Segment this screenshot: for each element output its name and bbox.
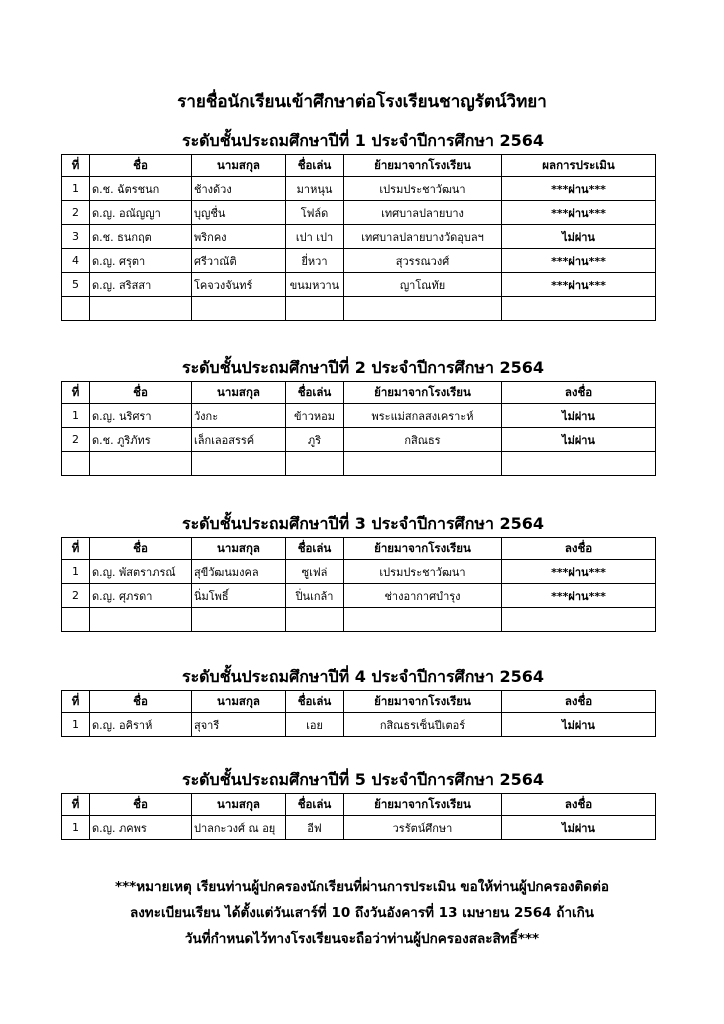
- result-cell: ***ผ่าน***: [502, 273, 656, 297]
- previous-school-cell: ช่างอากาศบำรุง: [344, 584, 502, 608]
- surname-cell: นิ่มโพธิ์: [192, 584, 286, 608]
- row-number: 1: [62, 404, 90, 428]
- column-header: นามสกุล: [192, 691, 286, 713]
- column-header: ชื่อ: [90, 382, 192, 404]
- result-cell: ไม่ผ่าน: [502, 816, 656, 840]
- student-name-cell: [90, 225, 192, 249]
- row-number: 4: [62, 249, 90, 273]
- student-table: [61, 537, 656, 632]
- student-name-cell: [90, 452, 192, 476]
- student-name-cell: [90, 404, 192, 428]
- column-header: ผลการประเมิน: [502, 155, 656, 177]
- student-table: [61, 793, 656, 840]
- student-name-cell: [90, 608, 192, 632]
- student-name-cell: [90, 816, 192, 840]
- name-prefix: ด.ญ.: [92, 206, 116, 220]
- column-header: ชื่อเล่น: [286, 155, 344, 177]
- row-number: 2: [62, 428, 90, 452]
- student-name-cell: [90, 249, 192, 273]
- section-heading: ระดับชั้นประถมศึกษาปีที่ 1 ประจำปีการศึกษา 2564: [181, 131, 545, 150]
- row-number: [62, 608, 90, 632]
- first-name: ศุภรดา: [119, 589, 153, 603]
- column-header: ชื่อ: [90, 691, 192, 713]
- result-cell: ไม่ผ่าน: [502, 428, 656, 452]
- grade-section: [61, 767, 655, 840]
- column-header: ที่: [62, 538, 90, 560]
- grade-section: [61, 355, 655, 476]
- nickname-cell: ข้าวหอม: [286, 404, 344, 428]
- column-header: ที่: [62, 691, 90, 713]
- nickname-cell: โฟล์ด: [286, 201, 344, 225]
- first-name: ภูริภัทร: [117, 433, 151, 447]
- surname-cell: ปาลกะวงศ์ ณ อยุ: [192, 816, 286, 840]
- result-cell: ไม่ผ่าน: [502, 713, 656, 737]
- column-header: นามสกุล: [192, 538, 286, 560]
- column-header: นามสกุล: [192, 382, 286, 404]
- nickname-cell: [286, 608, 344, 632]
- table-row: [62, 713, 656, 737]
- previous-school-cell: [344, 297, 502, 321]
- previous-school-cell: เปรมประชาวัฒนา: [344, 177, 502, 201]
- result-cell: ไม่ผ่าน: [502, 404, 656, 428]
- name-prefix: ด.ญ.: [92, 565, 116, 579]
- row-number: 1: [62, 177, 90, 201]
- section-heading: ระดับชั้นประถมศึกษาปีที่ 4 ประจำปีการศึกษา 2564: [181, 667, 545, 686]
- table-header-row: [62, 382, 656, 404]
- table-header-row: [62, 691, 656, 713]
- name-prefix: ด.ญ.: [92, 718, 116, 732]
- column-header: ชื่อ: [90, 794, 192, 816]
- column-header: ที่: [62, 794, 90, 816]
- surname-cell: วังกะ: [192, 404, 286, 428]
- student-table: [61, 690, 656, 737]
- nickname-cell: ปิ่นเกล้า: [286, 584, 344, 608]
- surname-cell: พริกคง: [192, 225, 286, 249]
- column-header: ที่: [62, 382, 90, 404]
- nickname-cell: [286, 297, 344, 321]
- nickname-cell: [286, 452, 344, 476]
- table-row: [62, 404, 656, 428]
- surname-cell: ช้างด้วง: [192, 177, 286, 201]
- first-name: ภคพร: [119, 821, 147, 835]
- table-row: [62, 249, 656, 273]
- surname-cell: [192, 608, 286, 632]
- column-header: ชื่อเล่น: [286, 794, 344, 816]
- first-name: ธนกฤต: [117, 230, 152, 244]
- grade-section: [61, 128, 655, 321]
- remark-note: [40, 874, 684, 952]
- first-name: ฉัตรชนก: [117, 182, 160, 196]
- student-table: [61, 381, 656, 476]
- table-row: [62, 177, 656, 201]
- result-cell: ***ผ่าน***: [502, 560, 656, 584]
- student-name-cell: [90, 428, 192, 452]
- previous-school-cell: กสิณธร: [344, 428, 502, 452]
- nickname-cell: ภูริ: [286, 428, 344, 452]
- previous-school-cell: เทศบาลปลายบาง: [344, 201, 502, 225]
- student-name-cell: [90, 560, 192, 584]
- nickname-cell: เอย: [286, 713, 344, 737]
- column-header: ย้ายมาจากโรงเรียน: [344, 538, 502, 560]
- grade-section: [61, 511, 655, 632]
- result-cell: [502, 297, 656, 321]
- column-header: ลงชื่อ: [502, 794, 656, 816]
- column-header: นามสกุล: [192, 155, 286, 177]
- first-name: นริศรา: [119, 409, 152, 423]
- table-row: [62, 225, 656, 249]
- column-header: ลงชื่อ: [502, 538, 656, 560]
- column-header: ชื่อ: [90, 538, 192, 560]
- row-number: [62, 297, 90, 321]
- previous-school-cell: เทศบาลปลายบางวัดอุบลฯ: [344, 225, 502, 249]
- column-header: นามสกุล: [192, 794, 286, 816]
- table-row: [62, 273, 656, 297]
- first-name: พัสตราภรณ์: [119, 565, 176, 579]
- previous-school-cell: สุวรรณวงศ์: [344, 249, 502, 273]
- first-name: อคิราห์: [119, 718, 153, 732]
- row-number: 1: [62, 560, 90, 584]
- column-header: ย้ายมาจากโรงเรียน: [344, 382, 502, 404]
- previous-school-cell: พระแม่สกลสงเคราะห์: [344, 404, 502, 428]
- note-line: วันที่กำหนดไว้ทางโรงเรียนจะถือว่าท่านผู้ปกครองสละสิทธิ์***: [184, 931, 540, 947]
- student-table: [61, 154, 656, 321]
- grade-section: [61, 664, 655, 737]
- column-header: ชื่อเล่น: [286, 382, 344, 404]
- result-cell: ไม่ผ่าน: [502, 225, 656, 249]
- name-prefix: ด.ญ.: [92, 589, 116, 603]
- student-name-cell: [90, 713, 192, 737]
- row-number: 2: [62, 584, 90, 608]
- page-title: รายชื่อนักเรียนเข้าศึกษาต่อโรงเรียนชาญรัตน์วิทยา: [177, 92, 547, 112]
- column-header: ชื่อเล่น: [286, 691, 344, 713]
- surname-cell: [192, 452, 286, 476]
- surname-cell: ศรีวาณัติ: [192, 249, 286, 273]
- section-heading: ระดับชั้นประถมศึกษาปีที่ 5 ประจำปีการศึกษา 2564: [181, 770, 545, 789]
- student-name-cell: [90, 177, 192, 201]
- table-header-row: [62, 794, 656, 816]
- nickname-cell: มาหนุน: [286, 177, 344, 201]
- surname-cell: เล็กเลอสรรค์: [192, 428, 286, 452]
- row-number: [62, 452, 90, 476]
- first-name: ศรุตา: [119, 254, 146, 268]
- nickname-cell: อีฟ: [286, 816, 344, 840]
- section-heading: ระดับชั้นประถมศึกษาปีที่ 3 ประจำปีการศึกษา 2564: [181, 514, 545, 533]
- column-header: ลงชื่อ: [502, 382, 656, 404]
- nickname-cell: ซูเฟล่: [286, 560, 344, 584]
- result-cell: ***ผ่าน***: [502, 249, 656, 273]
- column-header: ชื่อเล่น: [286, 538, 344, 560]
- student-name-cell: [90, 584, 192, 608]
- previous-school-cell: [344, 452, 502, 476]
- surname-cell: โคจวงจันทร์: [192, 273, 286, 297]
- result-cell: ***ผ่าน***: [502, 177, 656, 201]
- note-line: ***หมายเหตุ เรียนท่านผู้ปกครองนักเรียนที่ผ่านการประเมิน ขอให้ท่านผู้ปกครองติดต่อ: [115, 879, 609, 895]
- student-name-cell: [90, 297, 192, 321]
- table-row: [62, 816, 656, 840]
- surname-cell: บุญชื่น: [192, 201, 286, 225]
- result-cell: [502, 452, 656, 476]
- previous-school-cell: ญาโณทัย: [344, 273, 502, 297]
- table-row: [62, 428, 656, 452]
- first-name: อณัญญา: [119, 206, 161, 220]
- row-number: 5: [62, 273, 90, 297]
- nickname-cell: ยี่หวา: [286, 249, 344, 273]
- name-prefix: ด.ช.: [92, 230, 114, 244]
- section-heading: ระดับชั้นประถมศึกษาปีที่ 2 ประจำปีการศึกษา 2564: [181, 358, 545, 377]
- name-prefix: ด.ช.: [92, 182, 114, 196]
- surname-cell: [192, 297, 286, 321]
- note-line: ลงทะเบียนเรียน ได้ตั้งแต่วันเสาร์ที่ 10 ถึงวันอังคารที่ 13 เมษายน 2564 ถ้าเกิน: [129, 905, 595, 921]
- column-header: ที่: [62, 155, 90, 177]
- column-header: ลงชื่อ: [502, 691, 656, 713]
- column-header: ย้ายมาจากโรงเรียน: [344, 691, 502, 713]
- name-prefix: ด.ญ.: [92, 254, 116, 268]
- nickname-cell: เปา เปา: [286, 225, 344, 249]
- name-prefix: ด.ญ.: [92, 409, 116, 423]
- table-row: [62, 201, 656, 225]
- table-row: [62, 584, 656, 608]
- nickname-cell: ขนมหวาน: [286, 273, 344, 297]
- result-cell: ***ผ่าน***: [502, 584, 656, 608]
- row-number: 1: [62, 713, 90, 737]
- table-row: [62, 452, 656, 476]
- result-cell: [502, 608, 656, 632]
- table-header-row: [62, 538, 656, 560]
- row-number: 2: [62, 201, 90, 225]
- name-prefix: ด.ญ.: [92, 278, 116, 292]
- previous-school-cell: เปรมประชาวัฒนา: [344, 560, 502, 584]
- table-row: [62, 608, 656, 632]
- row-number: 1: [62, 816, 90, 840]
- column-header: ย้ายมาจากโรงเรียน: [344, 155, 502, 177]
- table-row: [62, 297, 656, 321]
- result-cell: ***ผ่าน***: [502, 201, 656, 225]
- first-name: สริสสา: [119, 278, 152, 292]
- table-row: [62, 560, 656, 584]
- row-number: 3: [62, 225, 90, 249]
- column-header: ชื่อ: [90, 155, 192, 177]
- column-header: ย้ายมาจากโรงเรียน: [344, 794, 502, 816]
- student-name-cell: [90, 273, 192, 297]
- previous-school-cell: วรรัตน์ศึกษา: [344, 816, 502, 840]
- student-name-cell: [90, 201, 192, 225]
- previous-school-cell: กสิณธรเซ็นปีเตอร์: [344, 713, 502, 737]
- previous-school-cell: [344, 608, 502, 632]
- name-prefix: ด.ญ.: [92, 821, 116, 835]
- name-prefix: ด.ช.: [92, 433, 114, 447]
- surname-cell: สุขีวัฒนมงคล: [192, 560, 286, 584]
- surname-cell: สุจารี: [192, 713, 286, 737]
- table-header-row: [62, 155, 656, 177]
